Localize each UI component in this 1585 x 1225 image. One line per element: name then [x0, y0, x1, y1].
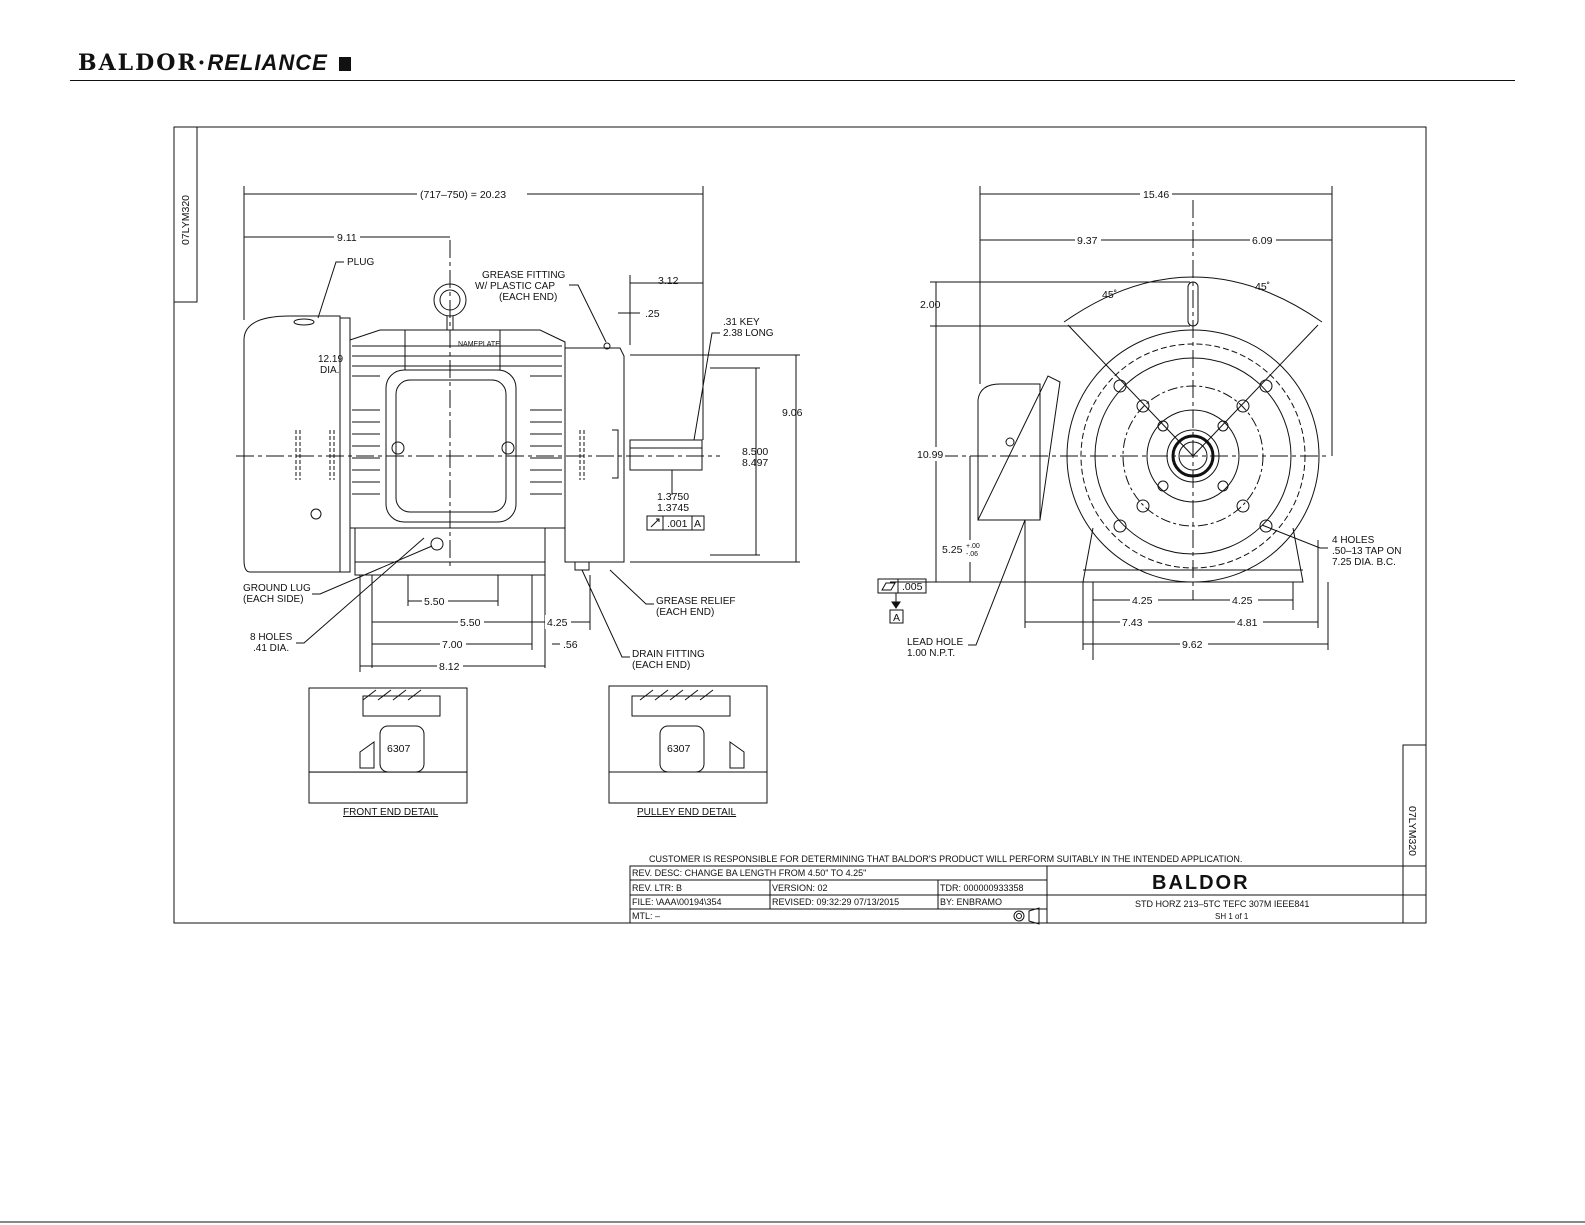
title-company: BALDOR — [1152, 872, 1250, 894]
conduit-box-body — [978, 384, 1040, 520]
holes4-2: .50–13 TAP ON — [1332, 546, 1402, 557]
tap-hole-1 — [1137, 400, 1149, 412]
disclaimer: CUSTOMER IS RESPONSIBLE FOR DETERMINING THAT BALDOR'S PRODUCT WILL PERFORM SUITABLY IN THE INTENDED APPLICATION. — [649, 854, 1243, 864]
key-note-2: 2.38 LONG — [723, 328, 774, 339]
grease-fitting-1: GREASE FITTING — [482, 270, 566, 281]
runout-datum: A — [694, 518, 702, 530]
holes4-1: 4 HOLES — [1332, 535, 1375, 546]
grease-fitting-2: W/ PLASTIC CAP — [475, 281, 556, 292]
grease-relief-1: GREASE RELIEF — [656, 596, 736, 607]
plug-top — [294, 319, 314, 325]
holes8-1: 8 HOLES — [250, 632, 293, 643]
end-bracket-vents — [580, 430, 584, 480]
dim-911: 9.11 — [337, 232, 357, 244]
dim-key-min: 1.3745 — [657, 502, 690, 514]
projection-circle-inner — [1017, 914, 1022, 919]
grease-fitting-leader — [569, 285, 606, 342]
datum-label: A — [893, 612, 901, 624]
dim-525: 5.25 — [942, 544, 963, 556]
nameplate-area — [405, 330, 500, 370]
title-description: STD HORZ 213–5TC TEFC 307M IEEE841 — [1135, 899, 1310, 909]
dia-label-1: 12.19 — [318, 354, 344, 365]
grease-relief-leader — [610, 570, 654, 604]
tap-hole-3 — [1137, 500, 1149, 512]
dim-025: .25 — [645, 308, 660, 320]
dim-key-max: 1.3750 — [657, 491, 690, 503]
side-view — [236, 186, 803, 673]
tol-plus: +.00 — [966, 543, 980, 550]
end-bracket — [565, 348, 624, 562]
dim-812: 8.12 — [439, 661, 460, 673]
dia-label-2: DIA. — [320, 365, 340, 376]
conduit-screw — [1006, 438, 1014, 446]
holes8-2: .41 DIA. — [253, 643, 290, 654]
dim-056: .56 — [563, 639, 578, 651]
ground-lug-1: GROUND LUG — [243, 583, 311, 594]
dim-overall-length: (717–750) = 20.23 — [420, 189, 507, 201]
front-end-detail — [309, 688, 467, 818]
ground-lug-2: (EACH SIDE) — [243, 594, 304, 605]
bolt-2 — [1218, 421, 1228, 431]
sheet-border — [174, 127, 1426, 923]
angle-right: 45˚ — [1255, 281, 1271, 293]
tap-hole-4 — [1237, 500, 1249, 512]
bolt-3 — [1158, 481, 1168, 491]
tol-minus: -.06 — [966, 551, 979, 558]
datum-triangle-icon — [892, 602, 900, 608]
flatness-value: .005 — [902, 581, 923, 593]
dim-906: 9.06 — [782, 407, 803, 419]
drain-fitting — [575, 562, 589, 570]
nameplate-label: NAMEPLATE — [458, 341, 500, 348]
rev-ltr: REV. LTR: B — [632, 883, 683, 893]
conduit-box-end — [978, 376, 1060, 520]
plug-label: PLUG — [347, 257, 375, 268]
dim-481: 4.81 — [1237, 617, 1258, 629]
title-block — [630, 854, 1426, 924]
mtl: MTL: – — [632, 911, 661, 921]
dim-425c: 4.25 — [1232, 595, 1253, 607]
front-seal — [360, 742, 374, 768]
dim-609: 6.09 — [1252, 235, 1273, 247]
drain-2: (EACH END) — [632, 660, 691, 671]
flatness-icon — [882, 583, 895, 590]
dim-shaft-max: 8.500 — [742, 446, 769, 458]
angle-ray-right — [1193, 325, 1318, 456]
holes4-3: 7.25 DIA. B.C. — [1332, 557, 1396, 568]
brand-name-left: BALDOR — [78, 50, 198, 76]
plug-hole — [311, 509, 321, 519]
fan-cover-vents — [296, 430, 334, 480]
ground-lug — [431, 538, 443, 550]
version: VERSION: 02 — [772, 883, 828, 893]
grease-fitting-3: (EACH END) — [499, 292, 558, 303]
bolt-4 — [1218, 481, 1228, 491]
dim-962: 9.62 — [1182, 639, 1203, 651]
conduit-box-inner — [396, 380, 506, 512]
lead-hole-1: LEAD HOLE — [907, 637, 964, 648]
brand-name-right: RELIANCE — [207, 50, 328, 75]
dim-1099: 10.99 — [917, 449, 944, 461]
end-view — [878, 186, 1402, 660]
runout-arrow-icon — [651, 519, 659, 527]
file: FILE: \AAA\00194\354 — [632, 897, 722, 907]
dim-1546: 15.46 — [1143, 189, 1170, 201]
plug-leader — [318, 262, 344, 318]
brand-separator: · — [197, 50, 208, 76]
lead-hole-2: 1.00 N.P.T. — [907, 648, 956, 659]
drawing-id-right: 07LYM320 — [1406, 806, 1418, 857]
drain-1: DRAIN FITTING — [632, 649, 705, 660]
key-leader — [694, 333, 720, 440]
tdr: TDR: 000000933358 — [940, 883, 1024, 893]
pulley-detail-caption: PULLEY END DETAIL — [637, 807, 737, 818]
dim-shaft-min: 8.497 — [742, 457, 769, 469]
pulley-end-detail — [609, 686, 767, 818]
key-note-1: .31 KEY — [723, 317, 760, 328]
bolt-1 — [1158, 421, 1168, 431]
front-detail-caption: FRONT END DETAIL — [343, 807, 439, 818]
flatness-symbol-box — [878, 579, 898, 593]
projection-cone-icon — [1029, 908, 1039, 924]
motor-shaft — [630, 440, 702, 470]
dim-425b: 4.25 — [1132, 595, 1153, 607]
revised: REVISED: 09:32:29 07/13/2015 — [772, 897, 900, 907]
drawing-id-left: 07LYM320 — [180, 194, 192, 245]
pulley-seal — [730, 742, 744, 768]
cooling-fins — [352, 346, 562, 494]
dim-425a: 4.25 — [547, 617, 568, 629]
drain-leader — [582, 570, 630, 657]
tap-hole-2 — [1237, 400, 1249, 412]
angle-left: 45˚ — [1102, 289, 1118, 301]
frame-body — [350, 330, 565, 528]
dim-937: 9.37 — [1077, 235, 1098, 247]
dim-700: 7.00 — [442, 639, 463, 651]
projection-circle-icon — [1014, 911, 1024, 921]
conduit-box — [386, 370, 516, 522]
box-screw-left — [392, 442, 404, 454]
rev-desc: REV. DESC: CHANGE BA LENGTH FROM 4.50" TO 4.25" — [632, 868, 867, 878]
pulley-detail-hatch — [640, 690, 713, 700]
front-detail-cap — [363, 696, 440, 716]
pulley-bearing-label: 6307 — [667, 743, 691, 755]
dim-550b: 5.50 — [460, 617, 481, 629]
angle-ray-left — [1068, 325, 1193, 456]
end-bracket-boss — [612, 430, 618, 478]
grease-relief-2: (EACH END) — [656, 607, 715, 618]
dim-550a: 5.50 — [424, 596, 445, 608]
box-screw-right — [502, 442, 514, 454]
by: BY: ENBRAMO — [940, 897, 1003, 907]
front-detail-hatch — [363, 690, 421, 700]
front-bearing-label: 6307 — [387, 743, 411, 755]
dim-200: 2.00 — [920, 299, 941, 311]
dim-743: 7.43 — [1122, 617, 1143, 629]
dim-312: 3.12 — [658, 275, 679, 287]
pulley-detail-cap — [632, 696, 730, 716]
title-sheet: SH 1 of 1 — [1215, 912, 1249, 921]
runout-value: .001 — [667, 518, 688, 530]
